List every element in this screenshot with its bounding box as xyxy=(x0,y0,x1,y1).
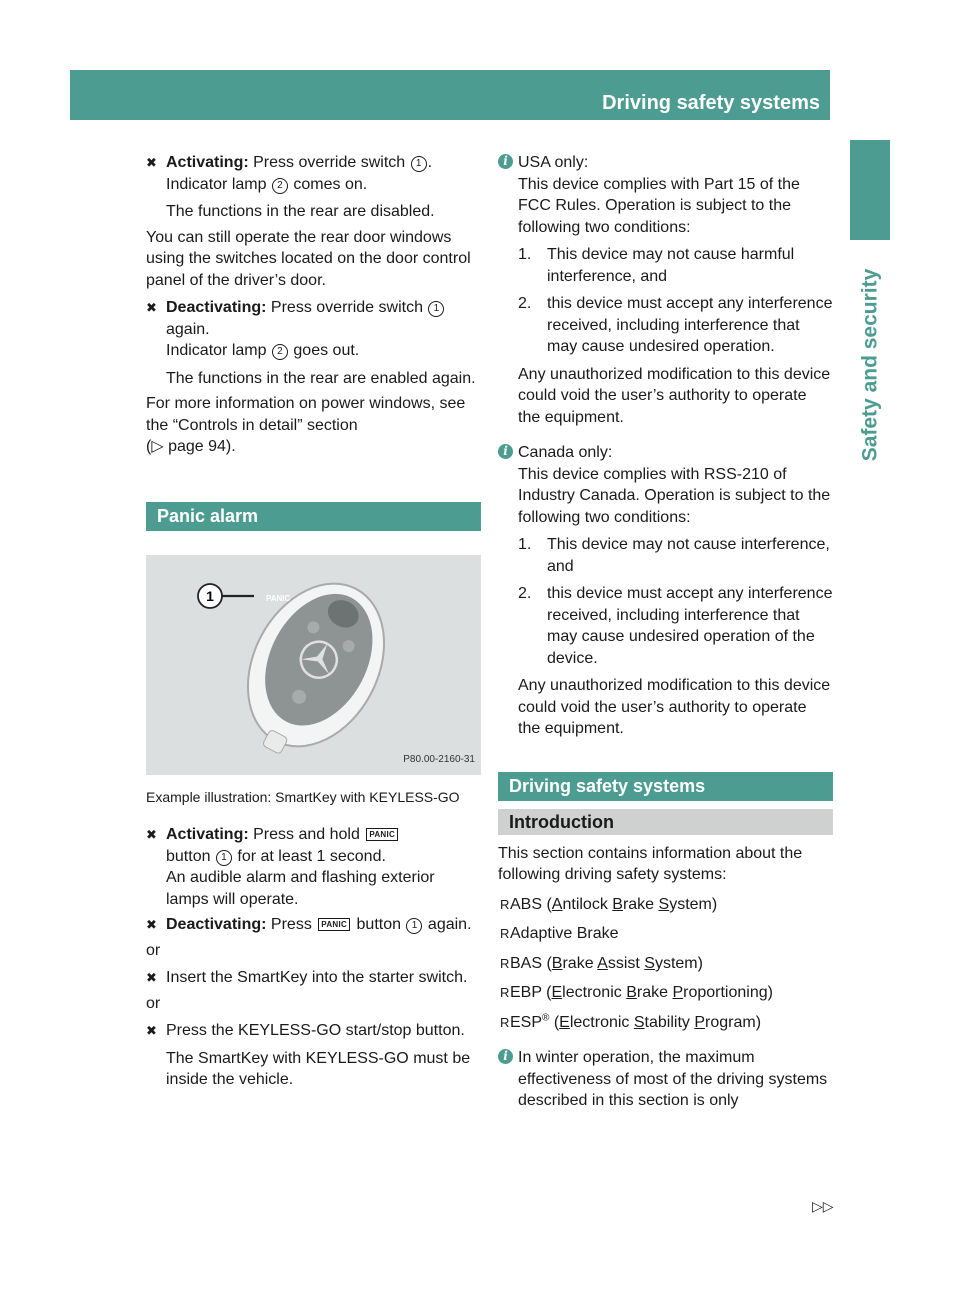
info-winter-operation: i In winter operation, the maximum effectiveness of most of the driving systems described in this section is only xyxy=(498,1047,833,1112)
page-title: Driving safety systems xyxy=(602,92,820,114)
panic-button-icon: PANIC xyxy=(318,918,350,931)
step-arrow-icon: ✖ xyxy=(146,917,157,932)
right-column xyxy=(498,152,833,1126)
rear-windows-paragraph: You can still operate the rear door windows using the switches located on the door control panel of the driver’s door. xyxy=(146,228,471,289)
figure-panic-button-label: PANIC xyxy=(266,593,291,603)
rear-enabled-text: The functions in the rear are enabled again. xyxy=(166,369,476,387)
list-item: R Adaptive Brake xyxy=(498,923,833,945)
list-item: 2. this device must accept any interference received, including interference that may cause undesired operation of the device. xyxy=(518,585,833,667)
step-arrow-icon: ✖ xyxy=(146,1023,157,1038)
list-item: 1. This device may not cause harmful interference, and xyxy=(518,246,795,285)
section-heading-driving-safety: Driving safety systems xyxy=(498,772,833,801)
bullet-icon: R xyxy=(500,1014,510,1030)
figure-caption: Example illustration: SmartKey with KEYLESS-GO xyxy=(146,788,460,805)
bullet-icon: R xyxy=(500,955,510,971)
list-item: R BAS (Brake Assist System) xyxy=(498,953,833,975)
or-text: or xyxy=(146,941,161,959)
list-item: 2. this device must accept any interference received, including interference that may cause undesired operation. xyxy=(518,295,833,355)
smartkey-illustration xyxy=(146,555,481,775)
info-icon: i xyxy=(498,154,513,169)
power-windows-reference: For more information on power windows, see the “Controls in detail” section (▷ page 94). xyxy=(146,395,466,455)
section-heading-panic-alarm: Panic alarm xyxy=(146,502,481,531)
keyless-note: The SmartKey with KEYLESS-GO must be inside the vehicle. xyxy=(166,1049,471,1088)
callout-1-icon: 1 xyxy=(428,301,444,317)
intro-text: This section contains information about the following driving safety systems: xyxy=(498,844,803,883)
info-usa-only: i USA only: This device complies with Part 15 of the FCC Rules. Operation is subject to the following two conditions: 1. This device may not cause harmful interference, and 2. this device must accept any interference received, including interference that may cause undesired operation. Any unauthorized modification to this device could void the user’s authority to operate the equipment. xyxy=(498,152,833,428)
figure-callout-1: 1 xyxy=(206,587,214,604)
or-text: or xyxy=(146,994,161,1012)
header-divider xyxy=(830,70,834,120)
smartkey-drawing xyxy=(146,555,481,775)
bullet-icon: R xyxy=(500,985,510,1000)
bullet-icon: R xyxy=(500,896,510,912)
left-column xyxy=(146,152,481,1095)
subsection-heading-introduction: Introduction xyxy=(498,809,833,835)
step-arrow-icon: ✖ xyxy=(146,827,157,842)
callout-1-icon: 1 xyxy=(411,156,427,172)
callout-2-icon: 2 xyxy=(272,344,288,360)
page-number: 57 xyxy=(846,92,869,114)
instruction-activating-override: ✖ Activating: Press override switch 1 . Indicator lamp 2 comes on. The functions in the rear are disabled. xyxy=(146,152,481,223)
instruction-deactivating-panic: ✖ Deactivating: Press PANIC button 1 again. xyxy=(146,914,481,936)
info-usa-title: USA only: xyxy=(518,154,589,171)
list-item: R ABS (Antilock Brake System) xyxy=(498,894,833,916)
instruction-press-keyless-go: ✖ Press the KEYLESS-GO start/stop button. The SmartKey with KEYLESS-GO must be inside the vehicle. xyxy=(146,1020,481,1091)
callout-1-icon: 1 xyxy=(216,850,232,866)
page-reference-link[interactable]: (▷ page 94). xyxy=(146,438,236,455)
list-item: R ESP® (Electronic Stability Program) xyxy=(498,1012,833,1034)
list-item: 1. This device may not cause interference, and xyxy=(518,536,830,575)
callout-1-icon: 1 xyxy=(406,918,422,934)
continued-icon: ▷▷ xyxy=(812,1198,834,1214)
callout-2-icon: 2 xyxy=(272,178,288,194)
instruction-insert-smartkey: ✖ Insert the SmartKey into the starter switch. xyxy=(146,967,481,989)
step-arrow-icon: ✖ xyxy=(146,970,157,985)
instruction-activating-panic: ✖ Activating: Press and hold PANIC button 1 for at least 1 second. An audible alarm and flashing exterior lamps will operate. xyxy=(146,826,435,908)
info-canada-only: i Canada only: This device complies with RSS-210 of Industry Canada. Operation is subject to the following two conditions: 1. This device may not cause interference, and 2. this device must accept any interference received, including interference that may cause undesired operation of the device. Any unauthorized modification to this device could void the user’s authority to operate the equipment. xyxy=(498,442,833,740)
info-icon: i xyxy=(498,1049,513,1064)
info-icon: i xyxy=(498,444,513,459)
step-arrow-icon: ✖ xyxy=(146,300,157,315)
figure-code: P80.00-2160-31 xyxy=(403,754,475,765)
rear-disabled-text: The functions in the rear are disabled. xyxy=(166,203,435,220)
bullet-icon: R xyxy=(500,926,510,941)
side-thumb-block xyxy=(850,140,890,240)
chapter-tab xyxy=(852,250,888,480)
panic-button-icon: PANIC xyxy=(366,828,398,841)
chapter-tab-label: Safety and security xyxy=(858,268,882,462)
info-canada-title: Canada only: xyxy=(518,444,613,461)
list-item: R EBP (Electronic Brake Proportioning) xyxy=(498,982,833,1004)
instruction-deactivating-override: ✖ Deactivating: Press override switch 1 again. Indicator lamp 2 goes out. The functions in the rear are enabled again. xyxy=(146,297,481,389)
step-arrow-icon: ✖ xyxy=(146,155,157,170)
